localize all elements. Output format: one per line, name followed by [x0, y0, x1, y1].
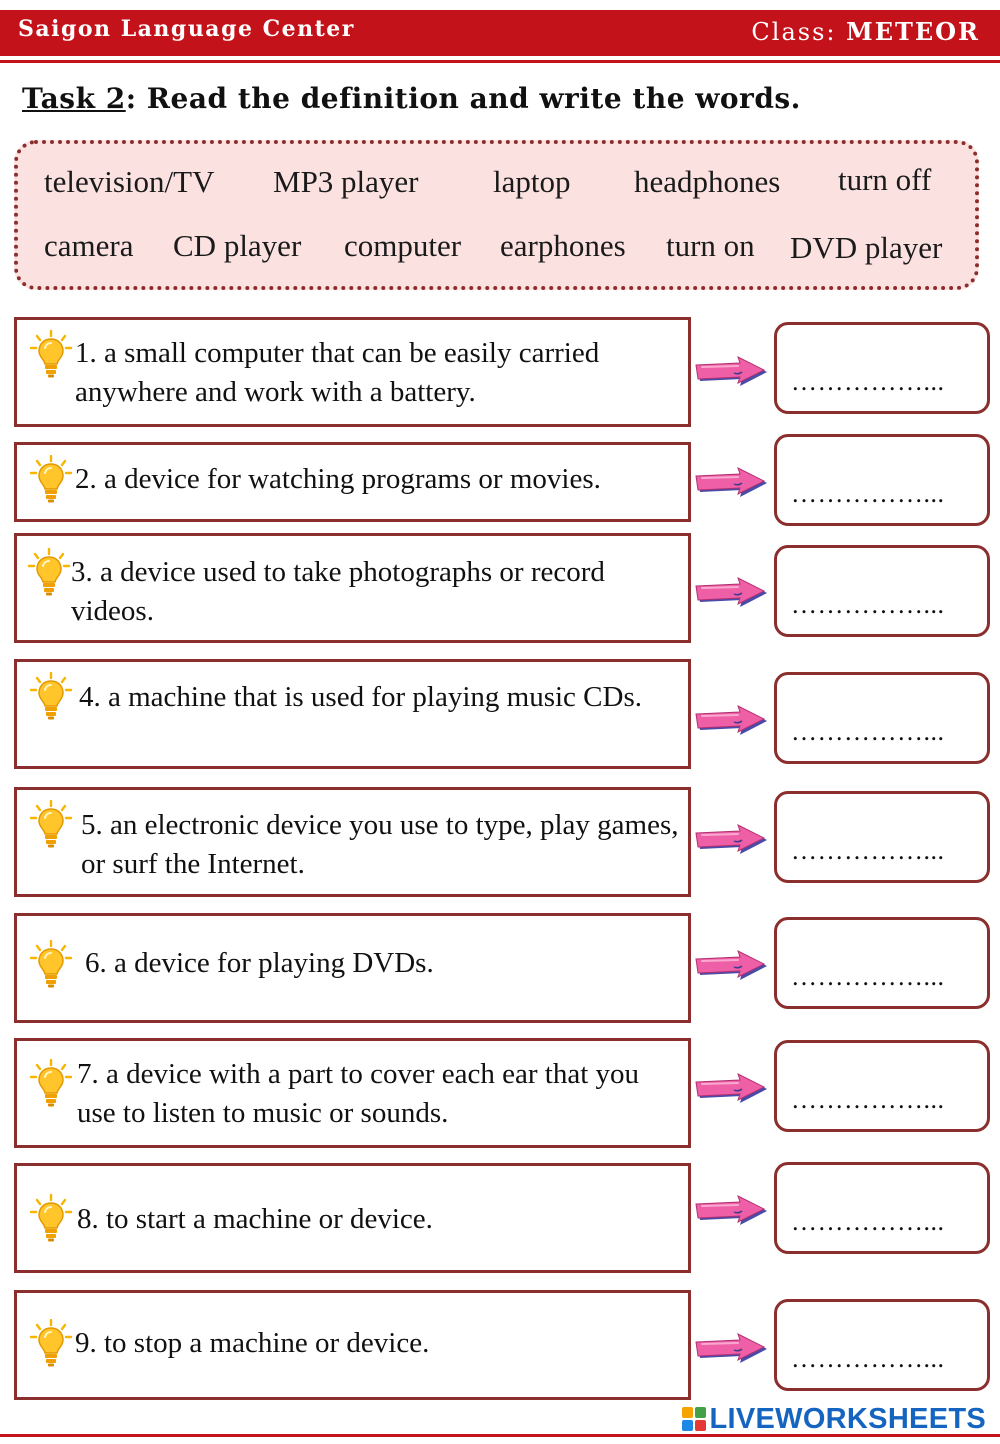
school-name: Saigon Language Center: [18, 16, 355, 42]
liveworksheets-brand[interactable]: [682, 1404, 987, 1434]
answer-placeholder: ……………...: [791, 836, 945, 865]
lightbulb-icon: [27, 548, 71, 596]
arrow-right-icon: [694, 355, 770, 389]
definition-box-2: [14, 442, 691, 522]
word-bank-item: turn on: [666, 228, 755, 263]
arrow-right-icon: [694, 466, 770, 500]
word-bank-item: computer: [344, 228, 462, 263]
word-bank: [14, 140, 979, 290]
definition-box-1: [14, 317, 691, 427]
definition-box-8: [14, 1163, 691, 1273]
definition-text: 4. a machine that is used for playing music CDs.: [79, 681, 642, 713]
lightbulb-icon: [29, 1059, 73, 1107]
definition-text: 5. an electronic device you use to type, play games, or surf the Internet.: [81, 809, 679, 880]
lightbulb-icon: [29, 940, 73, 988]
answer-input-8[interactable]: [774, 1162, 990, 1254]
answer-placeholder: ……………...: [791, 717, 945, 746]
word-bank-item: turn off: [838, 162, 932, 197]
answer-input-9[interactable]: [774, 1299, 990, 1391]
word-bank-item: DVD player: [790, 230, 943, 265]
arrow-right-icon: [694, 823, 770, 857]
lightbulb-icon: [29, 1194, 73, 1242]
answer-input-1[interactable]: [774, 322, 990, 414]
answer-input-6[interactable]: [774, 917, 990, 1009]
answer-input-2[interactable]: [774, 434, 990, 526]
definition-text: 7. a device with a part to cover each ear that you use to listen to music or sounds.: [77, 1058, 640, 1129]
word-bank-item: CD player: [173, 228, 302, 263]
header-rule: [0, 60, 1000, 63]
lightbulb-icon: [29, 800, 73, 848]
word-bank-item: laptop: [493, 164, 571, 199]
header-bar: [0, 10, 1000, 56]
definition-box-5: [14, 787, 691, 897]
brand-name: LIVEWORKSHEETS: [709, 1402, 986, 1435]
word-bank-item: earphones: [500, 228, 626, 263]
definition-box-4: [14, 659, 691, 769]
class-value: METEOR: [846, 17, 980, 46]
answer-input-3[interactable]: [774, 545, 990, 637]
lightbulb-icon: [29, 455, 73, 503]
lightbulb-icon: [29, 330, 73, 378]
word-bank-item: television/TV: [44, 164, 215, 199]
answer-placeholder: ……………...: [791, 367, 945, 396]
definition-box-6: [14, 913, 691, 1023]
definition-text: 3. a device used to take photographs or record videos.: [71, 556, 605, 627]
answer-input-7[interactable]: [774, 1040, 990, 1132]
answer-input-5[interactable]: [774, 791, 990, 883]
arrow-right-icon: [694, 1332, 770, 1366]
arrow-right-icon: [694, 576, 770, 610]
answer-input-4[interactable]: [774, 672, 990, 764]
task-title: [22, 82, 801, 115]
definition-text: 1. a small computer that can be easily carried anywhere and work with a battery.: [75, 337, 600, 408]
word-bank-item: MP3 player: [273, 164, 419, 199]
arrow-right-icon: [694, 1072, 770, 1106]
liveworksheets-logo-icon: [682, 1407, 706, 1431]
definition-text: 6. a device for playing DVDs.: [85, 947, 434, 979]
answer-placeholder: ……………...: [791, 1344, 945, 1373]
answer-placeholder: ……………...: [791, 479, 945, 508]
task-instruction: : Read the definition and write the words.: [125, 82, 801, 115]
definition-text: 8. to start a machine or device.: [77, 1203, 433, 1235]
answer-placeholder: ……………...: [791, 1085, 945, 1114]
answer-placeholder: ……………...: [791, 962, 945, 991]
definition-text: 9. to stop a machine or device.: [75, 1327, 430, 1359]
class-label: Class:: [751, 18, 837, 46]
answer-placeholder: ……………...: [791, 1207, 945, 1236]
definition-text: 2. a device for watching programs or movies.: [75, 463, 601, 495]
footer-rule: [0, 1434, 1000, 1437]
answer-placeholder: ……………...: [791, 590, 945, 619]
lightbulb-icon: [29, 672, 73, 720]
arrow-right-icon: [694, 949, 770, 983]
lightbulb-icon: [29, 1319, 73, 1367]
class-info: [751, 17, 980, 46]
definition-box-7: [14, 1038, 691, 1148]
word-bank-item: camera: [44, 228, 134, 263]
definition-box-9: [14, 1290, 691, 1400]
definition-box-3: [14, 533, 691, 643]
arrow-right-icon: [694, 704, 770, 738]
task-number: Task 2: [22, 82, 126, 115]
arrow-right-icon: [694, 1194, 770, 1228]
word-bank-item: headphones: [634, 164, 781, 199]
